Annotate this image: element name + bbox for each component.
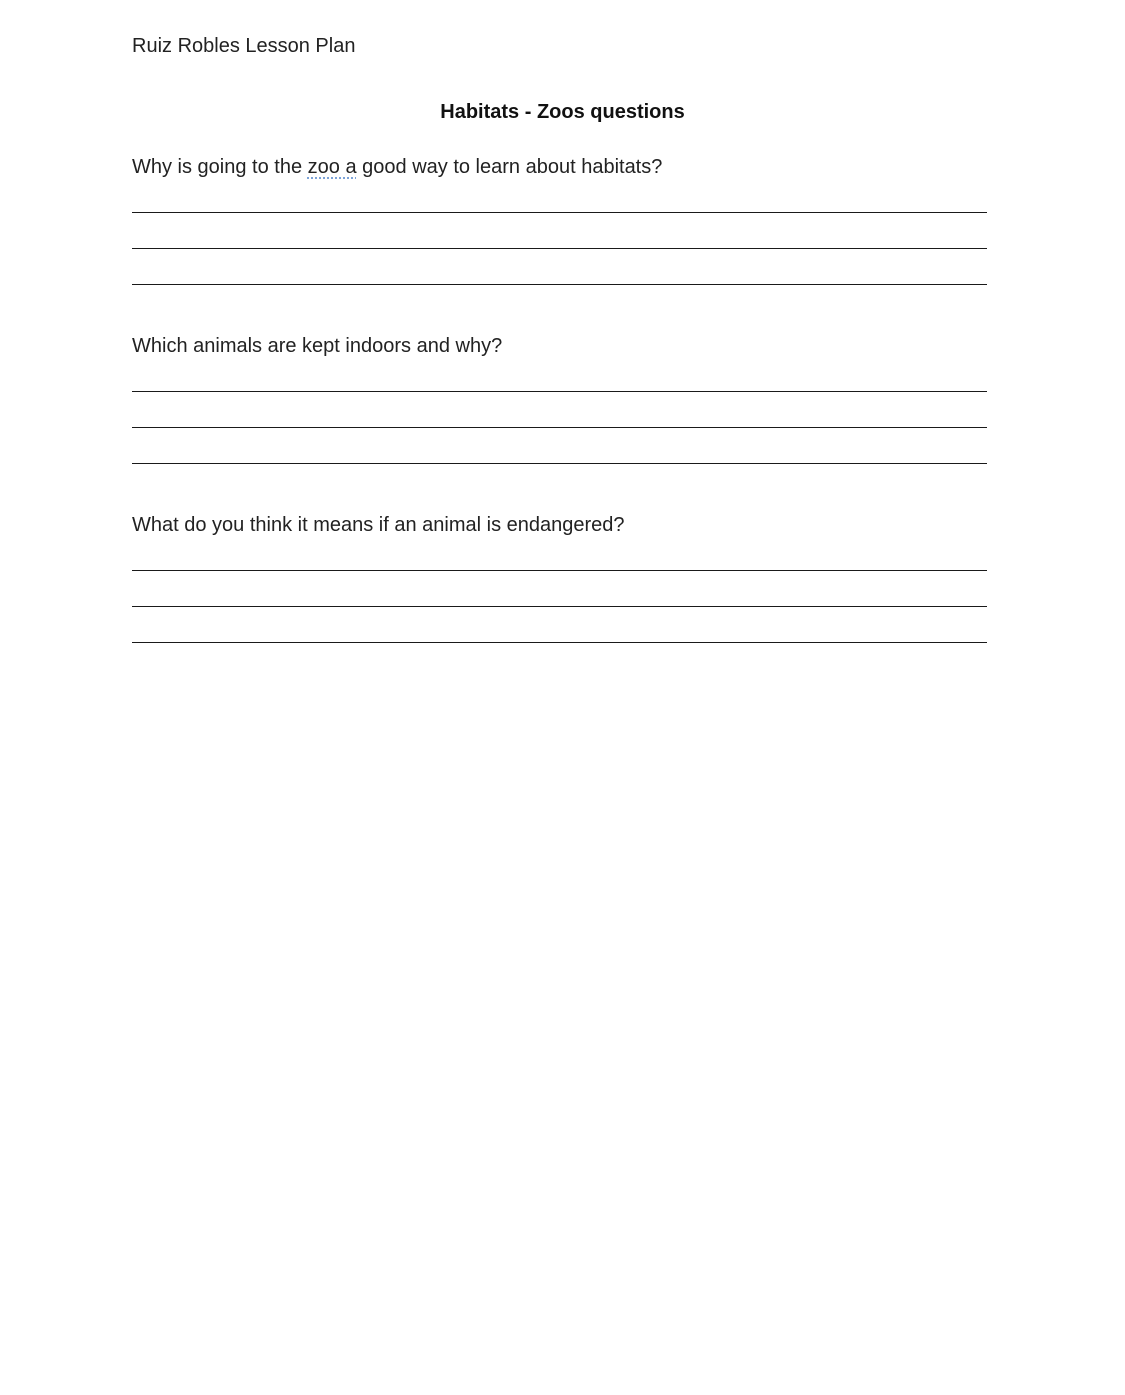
worksheet-title: Habitats - Zoos questions (440, 101, 685, 123)
grammar-flagged-text[interactable]: zoo a (307, 156, 357, 178)
answer-line[interactable] (132, 570, 987, 571)
answer-line[interactable] (132, 427, 987, 428)
question-2: Which animals are kept indoors and why? (132, 335, 503, 357)
answer-line[interactable] (132, 391, 987, 392)
answer-line[interactable] (132, 642, 987, 643)
question-1-text-end: good way to learn about habitats? (356, 156, 663, 178)
question-1 (132, 155, 662, 179)
answer-line[interactable] (132, 248, 987, 249)
answer-line[interactable] (132, 606, 987, 607)
question-3: What do you think it means if an animal is endangered? (132, 514, 625, 536)
question-1-text-start: Why is going to the (132, 156, 308, 178)
document-header: Ruiz Robles Lesson Plan (132, 35, 356, 57)
answer-line[interactable] (132, 212, 987, 213)
answer-line[interactable] (132, 284, 987, 285)
answer-line[interactable] (132, 463, 987, 464)
